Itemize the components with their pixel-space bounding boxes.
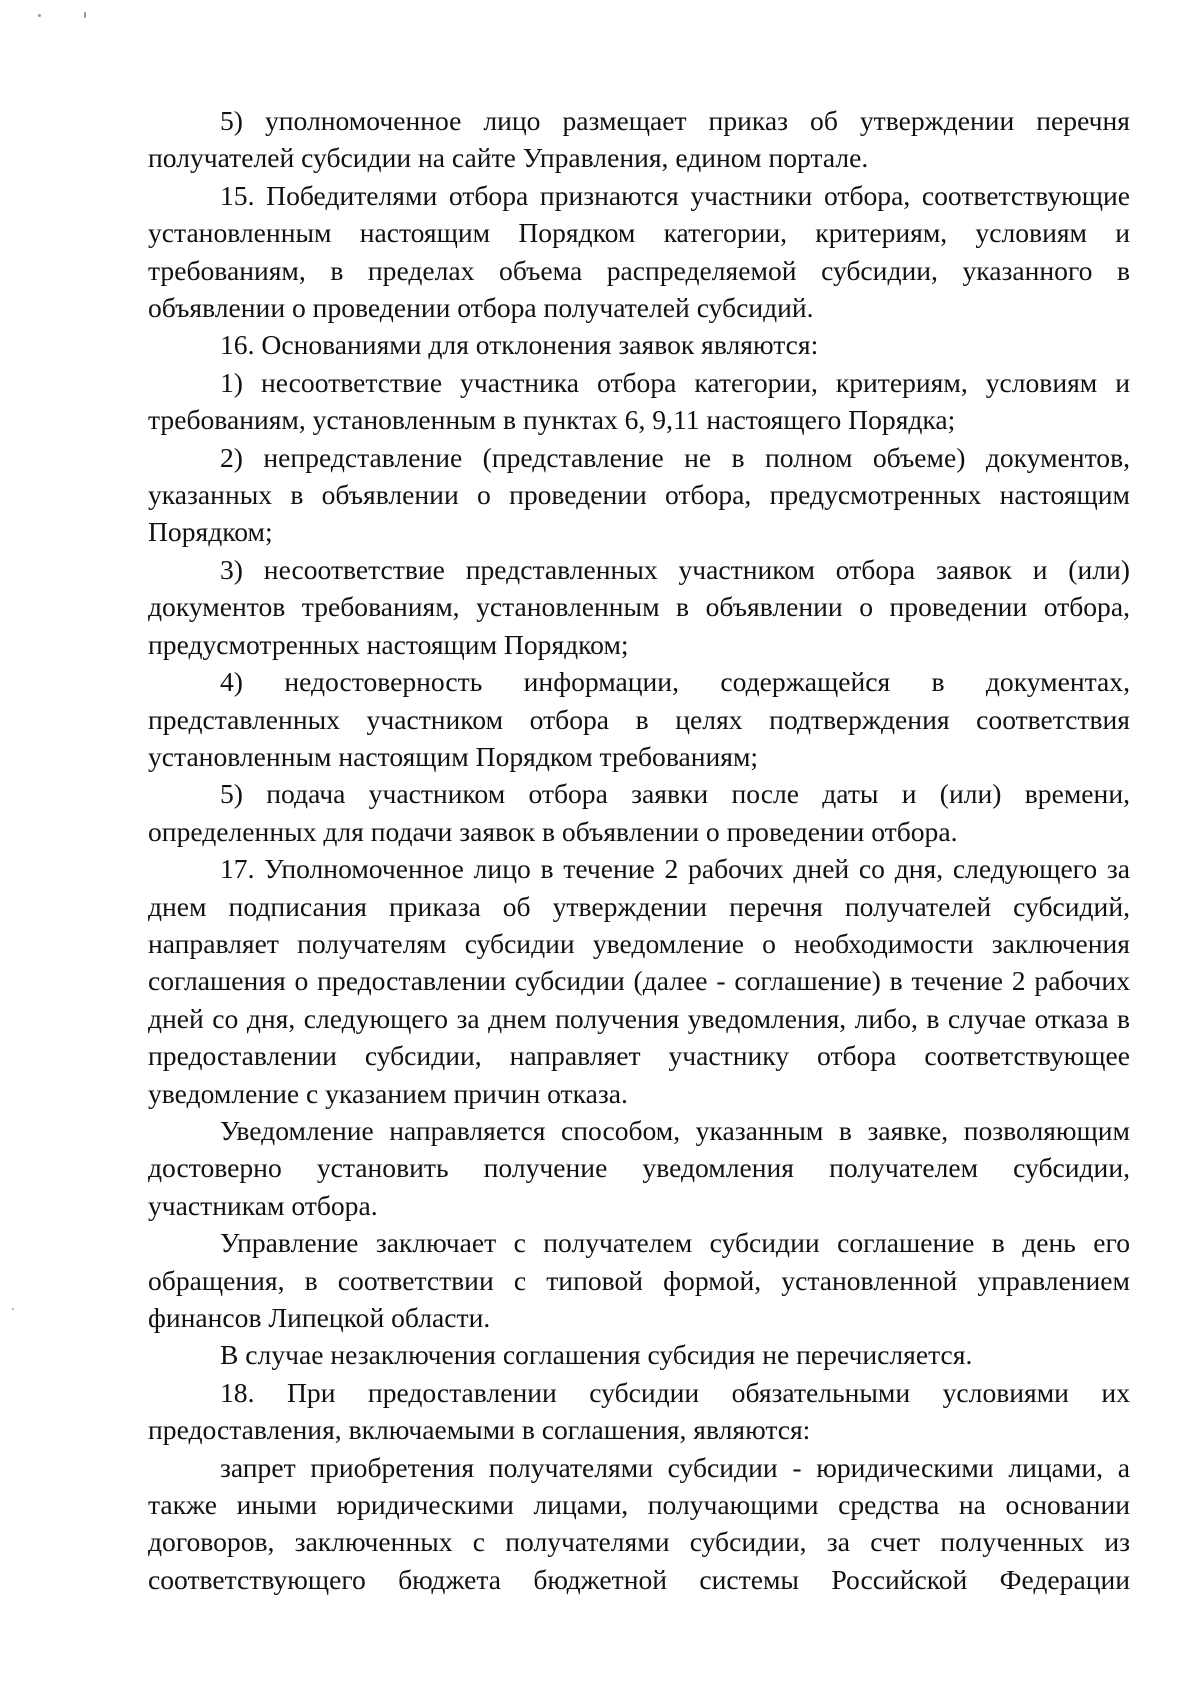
paragraph-item-16-5: 5) подача участником отбора заявки после даты и (или) времени, определенных для подачи заявок в объявлении о проведении отбора. (148, 778, 1130, 847)
paragraph-item-15: 15. Победителями отбора признаются участники отбора, соответствующие установленным настоящим Порядком категории, критериям, условиям и требованиям, в пределах объема распределяемой субсидии, указанного в объявлении о проведении отбора получателей субсидий. (148, 179, 1130, 324)
paragraph-item-16-3: 3) несоответствие представленных участником отбора заявок и (или) документов требованиям, установленным в объявлении о проведении отбора, предусмотренных настоящим Порядком; (148, 553, 1130, 660)
paragraph-no-transfer: В случае незаключения соглашения субсидия не перечисляется. (220, 1339, 973, 1371)
paragraph-item-14-5: 5) уполномоченное лицо размещает приказ об утверждении перечня получателей субсидии на сайте Управления, едином портале. (148, 105, 1130, 174)
paragraph-item-18: 18. При предоставлении субсидии обязательными условиями их предоставления, включаемыми в соглашения, являются: (148, 1376, 1130, 1446)
paragraph-notification: Уведомление направляется способом, указанным в заявке, позволяющим достоверно установить получение уведомления получателем субсидии, участникам отбора. (148, 1114, 1130, 1221)
paragraph-agreement: Управление заключает с получателем субсидии соглашение в день его обращения, в соответствии с типовой формой, установленной управлением финансов Липецкой области. (148, 1227, 1130, 1333)
paragraph-item-16-2: 2) непредставление (представление не в полном объеме) документов, указанных в объявлении о проведении отбора, предусмотренных настоящим Порядком; (148, 441, 1130, 548)
paragraph-item-16-4: 4) недостоверность информации, содержащейся в документах, представленных участником отбора в целях подтверждения соответствия установленным настоящим Порядком требованиям; (148, 666, 1130, 772)
document-page (148, 102, 1130, 1598)
paragraph-item-16-1: 1) несоответствие участника отбора категории, критериям, условиям и требованиям, установленным в пунктах 6, 9,11 настоящего Порядка; (148, 366, 1130, 436)
paragraph-item-16: 16. Основаниями для отклонения заявок являются: (220, 329, 819, 361)
scan-speck (38, 14, 41, 17)
scan-speck (84, 12, 86, 18)
paragraph-purchase-ban: запрет приобретения получателями субсидии - юридическими лицами, а также иными юридическими лицами, получающими средства на основании договоров, заключенных с получателями субсидии, за счет полученных из соответствующего бюджета бюджетной системы Российской Федерации (148, 1451, 1130, 1595)
scan-speck (12, 1308, 14, 1310)
paragraph-item-17: 17. Уполномоченное лицо в течение 2 рабочих дней со дня, следующего за днем подписания приказа об утверждении перечня получателей субсидий, направляет получателям субсидии уведомление о необходимости заключения соглашения о предоставлении субсидии (далее - соглашение) в течение 2 рабочих дней со дня, следующего за днем получения уведомления, либо, в случае отказа в предоставлении субсидии, направляет участнику отбора соответствующее уведомление с указанием причин отказа. (148, 853, 1130, 1109)
